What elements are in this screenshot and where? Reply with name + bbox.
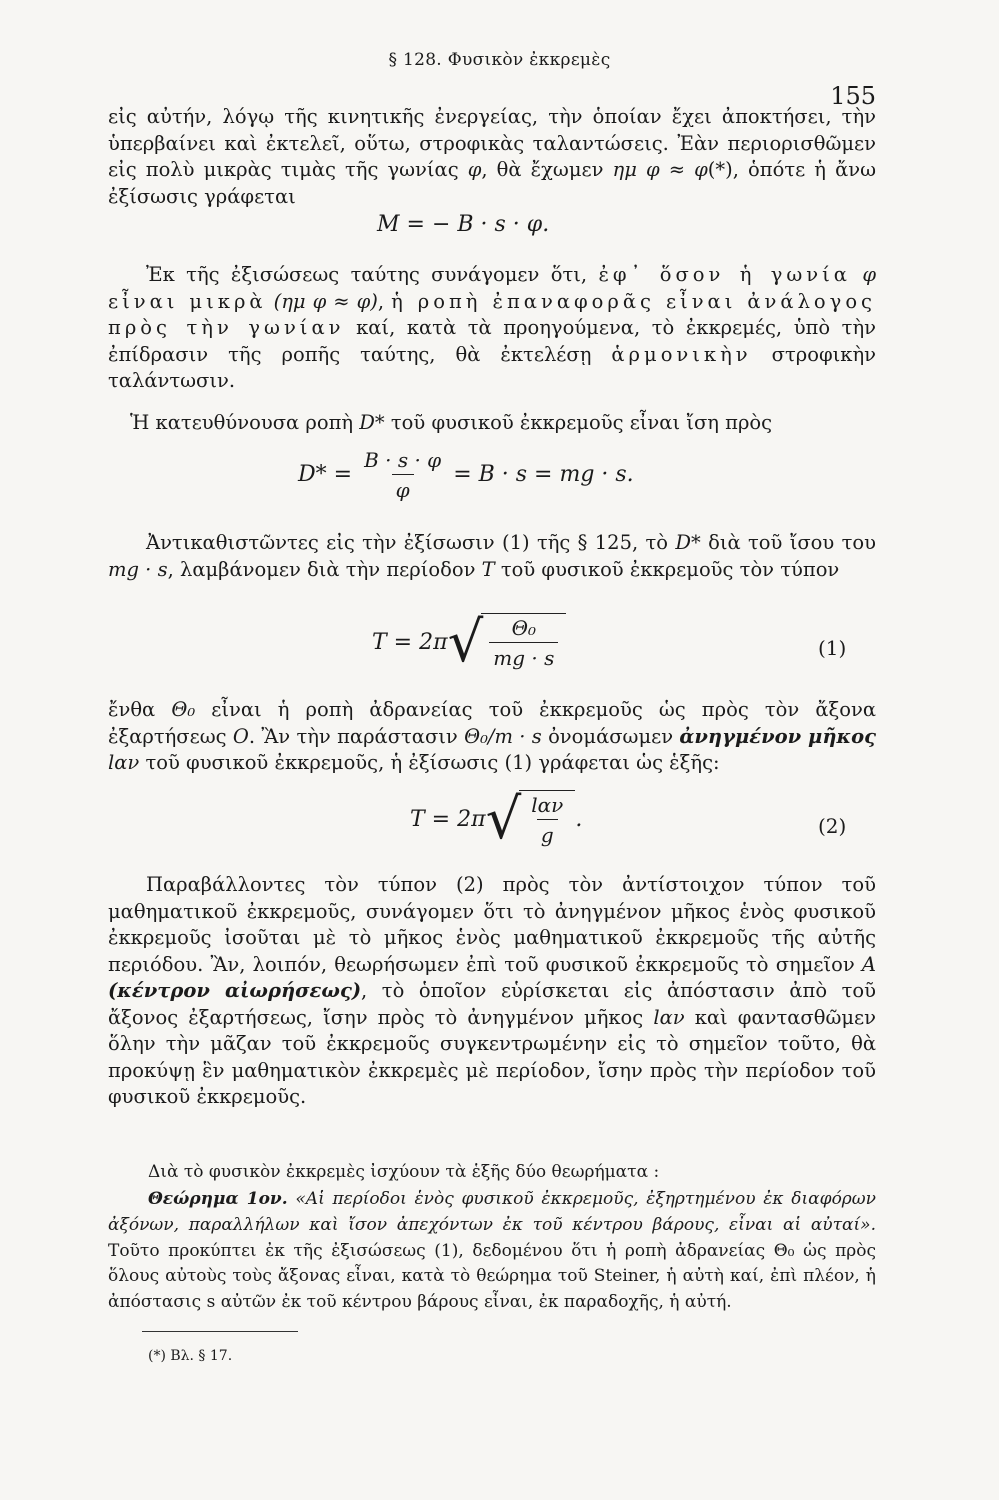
equation-1-number: (1) — [818, 636, 847, 660]
page-number: 155 — [830, 82, 876, 110]
paragraph-3: Ἡ κατευθύνουσα ροπὴ D* τοῦ φυσικοῦ ἐκκρεμοῦς εἶναι ἴση πρὸς — [130, 411, 773, 434]
equation-2-number: (2) — [818, 814, 847, 838]
equation-moment: M = − B · s · φ. — [377, 212, 550, 237]
footnote-divider — [142, 1331, 298, 1332]
paragraph-1: εἰς αὐτήν, λόγῳ τῆς κινητικῆς ἐνεργείας, τὴν ὁποίαν ἔχει ἀποκτήσει, τὴν ὑπερβαίνει καὶ ἐκτελεῖ, οὕτω, στροφικὰς ταλαντώσεις. Ἐὰν περιορισθῶμεν εἰς πολὺ μικρὰς τιμὰς τῆς γωνίας φ, θὰ ἔχωμεν ημ φ ≈ φ(*), ὁπότε ἡ ἄνω ἐξίσωσις γράφεται — [108, 105, 876, 208]
theorem-1: Θεώρημα 1ον. «Αἱ περίοδοι ἑνὸς φυσικοῦ ἐκκρεμοῦς, ἐξηρτημένου ἐκ διαφόρων ἀξόνων, παραλλήλων καὶ ἴσον ἀπεχόντων ἐκ τοῦ κέντρου βάρους, εἶναι αἱ αὐταί». Τοῦτο προκύπτει ἐκ τῆς ἐξισώσεως (1), δεδομένου ὅτι ἡ ροπὴ ἀδρανείας Θ₀ ὡς πρὸς ὅλους αὐτοὺς τοὺς ἄξονας εἶναι, κατὰ τὸ θεώρημα τοῦ Steiner, ἡ αὐτὴ καί, ἐπὶ πλέον, ἡ ἀπόστασις s αὐτῶν ἐκ τοῦ κέντρου βάρους εἶναι, ἐκ παραδοχῆς, ἡ αὐτή. — [108, 1189, 876, 1313]
paragraph-5: ἔνθα Θ₀ εἶναι ἡ ροπὴ ἀδρανείας τοῦ ἐκκρεμοῦς ὡς πρὸς τὸν ἄξονα ἐξαρτήσεως O. Ἂν τὴν παράστασιν Θ₀/m · s ὀνομάσωμεν ἀνηγμένον μῆκος lαν τοῦ φυσικοῦ ἐκκρεμοῦς, ἡ ἐξίσωσις (1) γράφεται ὡς ἑξῆς: — [108, 698, 877, 774]
footnote: (*) Βλ. § 17. — [148, 1348, 233, 1364]
paragraph-2: Ἐκ τῆς ἐξισώσεως ταύτης συνάγομεν ὅτι, ἐφ᾿ ὅσον ἡ γωνία φ εἶναι μικρὰ (ημ φ ≈ φ), ἡ ροπὴ ἐπαναφορᾶς εἶναι ἀνάλογος πρὸς τὴν γωνίαν καί, κατὰ τὰ προηγούμενα, τὸ ἐκκρεμές, ὑπὸ τὴν ἐπίδρασιν τῆς ροπῆς ταύτης, θὰ ἐκτελέσῃ ἁρμονικὴν στροφικὴν ταλάντωσιν. — [108, 263, 877, 392]
equation-2: T = 2π √ $\frac{\text{lαν}}{g}$ . — [410, 787, 583, 852]
equation-1: T = 2π √ $\frac{\text{Θ₀}}{mg \cdot s}$ — [372, 613, 566, 673]
equation-directing-moment: D* = $\frac{B \cdot s \cdot \varphi}{\varphi}$ = B · s = mg · s. — [298, 448, 634, 502]
paragraph-4: Ἀντικαθιστῶντες εἰς τὴν ἐξίσωσιν (1) τῆς § 125, τὸ D* διὰ τοῦ ἴσου του mg · s, λαμβάνομεν διὰ τὴν περίοδον T τοῦ φυσικοῦ ἐκκρεμοῦς τὸν τύπον — [108, 531, 876, 581]
paragraph-7: Διὰ τὸ φυσικὸν ἐκκρεμὲς ἰσχύουν τὰ ἑξῆς δύο θεωρήματα : — [148, 1162, 660, 1182]
paragraph-6: Παραβάλλοντες τὸν τύπον (2) πρὸς τὸν ἀντίστοιχον τύπον τοῦ μαθηματικοῦ ἐκκρεμοῦς, συνάγομεν ὅτι τὸ ἀνηγμένον μῆκος ἑνὸς φυσικοῦ ἐκκρεμοῦς ἰσοῦται μὲ τὸ μῆκος ἑνὸς μαθηματικοῦ ἐκκρεμοῦς τῆς αὐτῆς περιόδου. Ἂν, λοιπόν, θεωρήσωμεν ἐπὶ τοῦ φυσικοῦ ἐκκρεμοῦς τὸ σημεῖον A (κέντρον αἰωρήσεως), τὸ ὁποῖον εὑρίσκεται εἰς ἀπόστασιν ἀπὸ τοῦ ἄξονος ἐξαρτήσεως, ἴσην πρὸς τὸ ἀνηγμένον μῆκος lαν καὶ φαντασθῶμεν ὅλην τὴν μᾶζαν τοῦ ἐκκρεμοῦς συγκεντρωμένην εἰς τὸ σημεῖον τοῦτο, θὰ προκύψῃ ἓν μαθηματικὸν ἐκκρεμὲς μὲ περίοδον, ἴσην πρὸς τὴν περίοδον τοῦ φυσικοῦ ἐκκρεμοῦς. — [108, 873, 876, 1108]
running-header: § 128. Φυσικὸν ἐκκρεμὲς — [388, 50, 611, 70]
